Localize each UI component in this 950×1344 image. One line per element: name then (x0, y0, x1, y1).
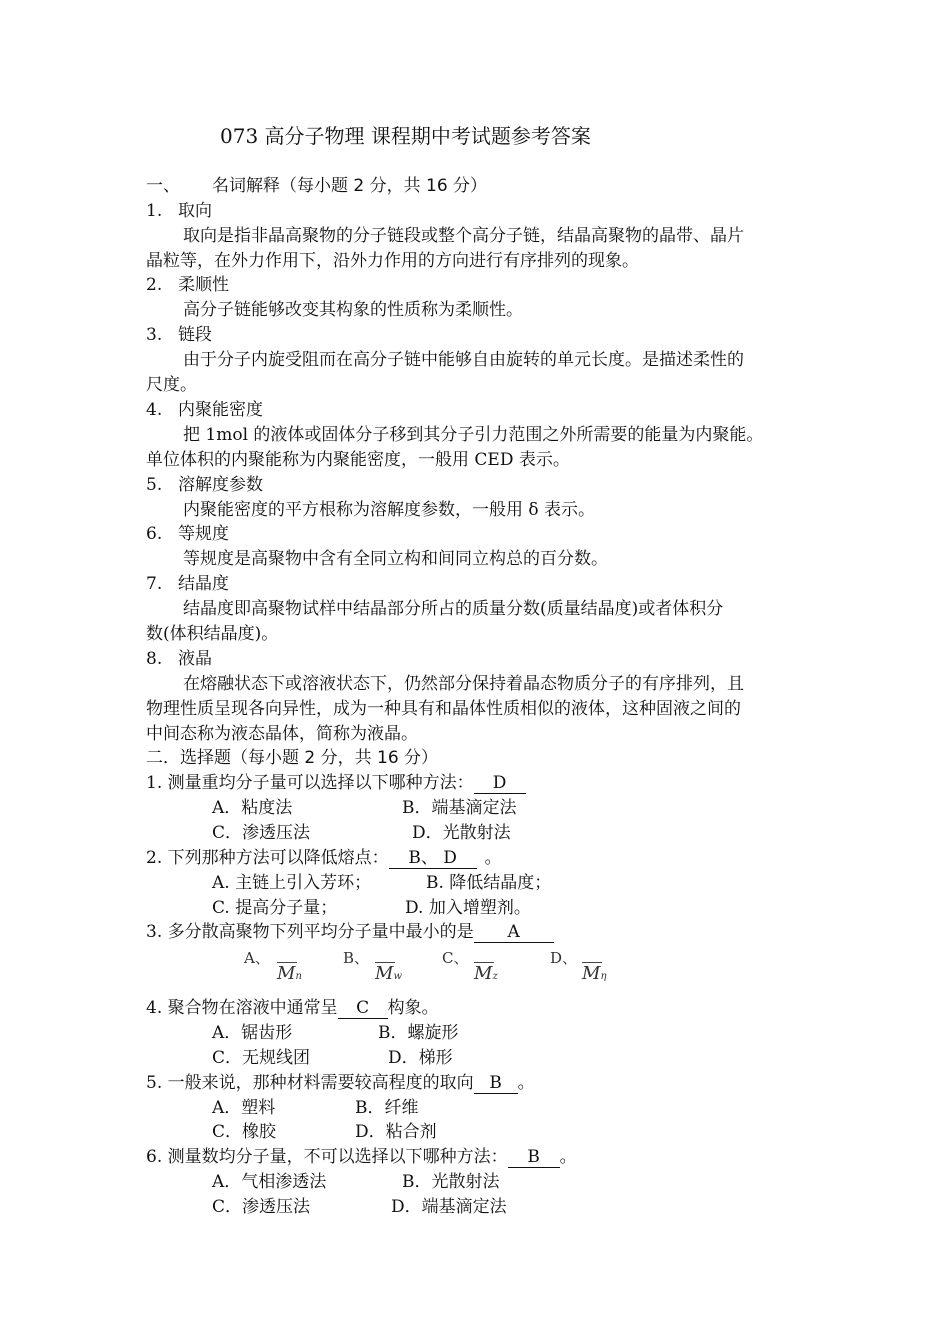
term-title: 等规度 (178, 524, 229, 544)
definition-line: 物理性质呈现各向异性，成为一种具有和晶体性质相似的液体，这种固液之间的 (146, 699, 741, 719)
term-title: 液晶 (178, 649, 212, 669)
question-text: 5. 一般来说，那种材料需要较高程度的取向 (146, 1073, 474, 1093)
question-4 (146, 1000, 439, 1019)
option-b: B．纤维 (355, 1098, 419, 1118)
option-c: C．渗透压法 (212, 1197, 311, 1217)
document-title: 073 高分子物理 课程期中考试题参考答案 (220, 124, 591, 148)
term-title: 柔顺性 (178, 275, 229, 295)
section1-heading-number: 一、 (146, 176, 180, 196)
answer-blank: B、 D (389, 850, 477, 869)
question-6 (146, 1149, 577, 1168)
term-title: 结晶度 (178, 574, 229, 594)
question-text: 4. 聚合物在溶液中通常呈 (146, 998, 338, 1018)
mean-molecular-weight-symbol: Mη (582, 963, 607, 984)
term-number: 7. (146, 574, 163, 594)
definition-line: 尺度。 (146, 375, 197, 395)
definition-line: 把 1mol 的液体或固体分子移到其分子引力范围之外所需要的能量为内聚能。 (183, 425, 764, 445)
term-number: 6. (146, 524, 163, 544)
option-d: D．光散射法 (412, 823, 511, 843)
definition-line: 单位体积的内聚能称为内聚能密度，一般用 CED 表示。 (146, 450, 570, 470)
definition-line: 在熔融状态下或溶液状态下，仍然部分保持着晶态物质分子的有序排列，且 (183, 674, 744, 694)
question-tail: 构象。 (387, 998, 439, 1018)
option-a-letter: A、 (244, 949, 270, 967)
option-d-letter: D、 (550, 949, 578, 967)
question-tail: 。 (517, 1073, 535, 1093)
option-c: C．渗透压法 (212, 823, 311, 843)
option-b: B．光散射法 (402, 1172, 500, 1192)
term-number: 8. (146, 649, 163, 669)
definition-line: 数(体积结晶度)。 (146, 624, 279, 644)
answer-blank: B (474, 1075, 518, 1094)
option-d: D. 加入增塑剂。 (405, 898, 531, 918)
question-tail: 。 (559, 1147, 577, 1167)
answer-blank: B (508, 1149, 560, 1168)
definition-line: 晶粒等，在外力作用下，沿外力作用的方向进行有序排列的现象。 (146, 251, 639, 271)
term-number: 5. (146, 475, 163, 495)
mean-molecular-weight-symbol: Mz (474, 963, 498, 984)
option-b: B．螺旋形 (378, 1023, 459, 1043)
mean-molecular-weight-symbol: Mw (375, 963, 402, 984)
option-a: A．塑料 (212, 1098, 276, 1118)
option-b: B．端基滴定法 (402, 798, 517, 818)
definition-line: 中间态称为液态晶体，简称为液晶。 (146, 724, 418, 744)
term-title: 内聚能密度 (178, 400, 263, 420)
option-b: B. 降低结晶度； (426, 873, 552, 893)
option-c: C. 提高分子量； (212, 898, 338, 918)
definition-line: 由于分子内旋受阻而在高分子链中能够自由旋转的单元长度。是描述柔性的 (183, 350, 744, 370)
option-d: D．粘合剂 (355, 1122, 437, 1142)
term-title: 溶解度参数 (178, 475, 263, 495)
question-text: 1. 测量重均分子量可以选择以下哪种方法： (146, 773, 474, 793)
option-d: D．端基滴定法 (391, 1197, 507, 1217)
definition-line: 结晶度即高聚物试样中结晶部分所占的质量分数(质量结晶度)或者体积分 (183, 599, 724, 619)
answer-blank: C (338, 1000, 388, 1019)
option-d: D．梯形 (388, 1048, 453, 1068)
mean-molecular-weight-symbol: Mn (277, 963, 302, 984)
option-c-letter: C、 (442, 949, 469, 967)
term-title: 取向 (178, 201, 212, 221)
section2-heading: 二．选择题（每小题 2 分，共 16 分） (146, 748, 439, 768)
option-c: C．橡胶 (212, 1122, 277, 1142)
question-text: 2. 下列那种方法可以降低熔点： (146, 848, 389, 868)
question-tail: 。 (484, 848, 502, 868)
definition-line: 等规度是高聚物中含有全同立构和间同立构总的百分数。 (183, 549, 608, 569)
question-3 (146, 924, 554, 943)
answer-blank: D (474, 775, 526, 794)
question-text: 6. 测量数均分子量，不可以选择以下哪种方法： (146, 1147, 508, 1167)
question-2 (146, 850, 502, 869)
definition-line: 内聚能密度的平方根称为溶解度参数，一般用 δ 表示。 (183, 500, 596, 520)
term-number: 1. (146, 201, 163, 221)
option-b-letter: B、 (343, 949, 370, 967)
term-number: 4. (146, 400, 163, 420)
option-a: A．气相渗透法 (212, 1172, 327, 1192)
term-title: 链段 (178, 325, 212, 345)
option-a: A．锯齿形 (212, 1023, 293, 1043)
definition-line: 高分子链能够改变其构象的性质称为柔顺性。 (183, 300, 523, 320)
term-number: 3. (146, 325, 163, 345)
option-a: A. 主链上引入芳环； (212, 873, 372, 893)
question-text: 3. 多分散高聚物下列平均分子量中最小的是 (146, 922, 474, 942)
question-5 (146, 1075, 535, 1094)
answer-blank: A (474, 924, 554, 943)
option-c: C．无规线团 (212, 1048, 311, 1068)
section1-heading: 名词解释（每小题 2 分，共 16 分） (212, 176, 488, 196)
question-1 (146, 775, 526, 794)
option-a: A．粘度法 (212, 798, 293, 818)
definition-line: 取向是指非晶高聚物的分子链段或整个高分子链，结晶高聚物的晶带、晶片 (183, 226, 744, 246)
term-number: 2. (146, 275, 163, 295)
